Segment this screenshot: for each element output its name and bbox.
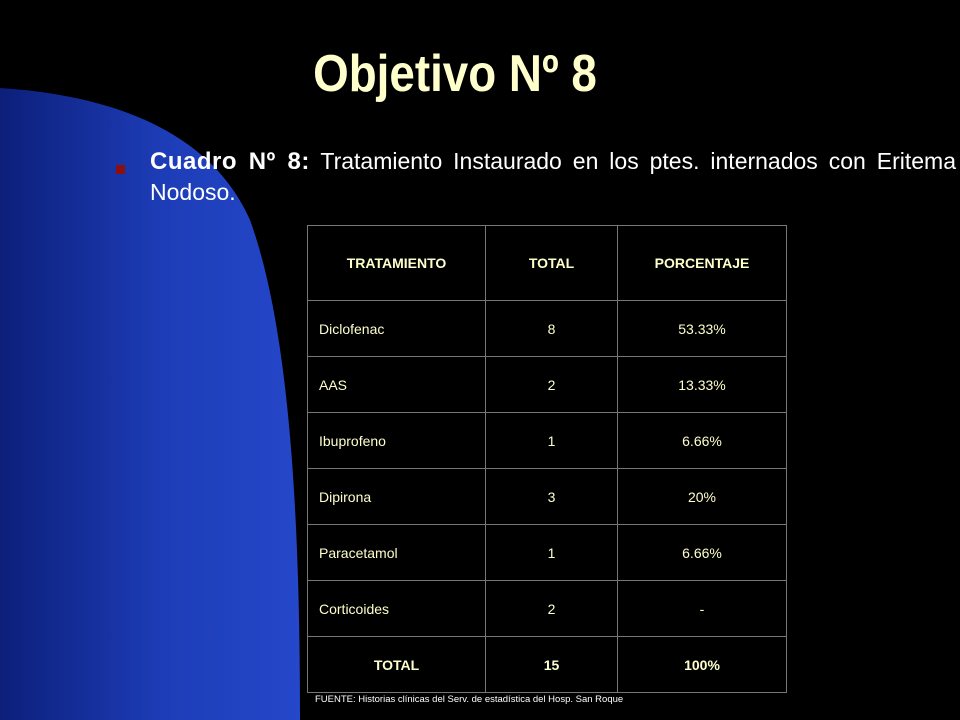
source-note: FUENTE: Historias clínicas del Serv. de estadística del Hosp. San Roque: [315, 694, 624, 705]
cell-treatment: Diclofenac: [308, 301, 486, 357]
table-row: [308, 413, 787, 469]
header-porcentaje: PORCENTAJE: [618, 226, 787, 301]
cell-percent: 6.66%: [618, 413, 787, 469]
table-total-row: [308, 637, 787, 693]
cell-total: 2: [486, 357, 618, 413]
treatment-table: [307, 225, 787, 693]
cell-percent: 20%: [618, 469, 787, 525]
cell-treatment: Corticoides: [308, 581, 486, 637]
cell-percent: 53.33%: [618, 301, 787, 357]
cell-total: 1: [486, 413, 618, 469]
cell-total: 3: [486, 469, 618, 525]
cell-percent: 6.66%: [618, 525, 787, 581]
table-header-row: [308, 226, 787, 301]
total-percent: 100%: [618, 637, 787, 693]
table-row: [308, 301, 787, 357]
total-label: TOTAL: [308, 637, 486, 693]
bullet-text: [150, 146, 956, 208]
cell-total: 2: [486, 581, 618, 637]
cell-treatment: Dipirona: [308, 469, 486, 525]
bullet-marker: [116, 165, 125, 174]
cell-treatment: Ibuprofeno: [308, 413, 486, 469]
cell-total: 8: [486, 301, 618, 357]
cell-percent: -: [618, 581, 787, 637]
header-tratamiento: TRATAMIENTO: [308, 226, 486, 301]
header-total: TOTAL: [486, 226, 618, 301]
table-row: [308, 357, 787, 413]
total-count: 15: [486, 637, 618, 693]
cell-treatment: AAS: [308, 357, 486, 413]
cell-total: 1: [486, 525, 618, 581]
bullet-body: Tratamiento Instaurado en los ptes. internados con Eritema Nodoso.: [150, 148, 956, 205]
table-row: [308, 469, 787, 525]
table-row: [308, 581, 787, 637]
bullet-lead: Cuadro Nº 8:: [150, 148, 310, 175]
cell-treatment: Paracetamol: [308, 525, 486, 581]
slide-title: Objetivo Nº 8: [313, 45, 597, 103]
table-row: [308, 525, 787, 581]
cell-percent: 13.33%: [618, 357, 787, 413]
